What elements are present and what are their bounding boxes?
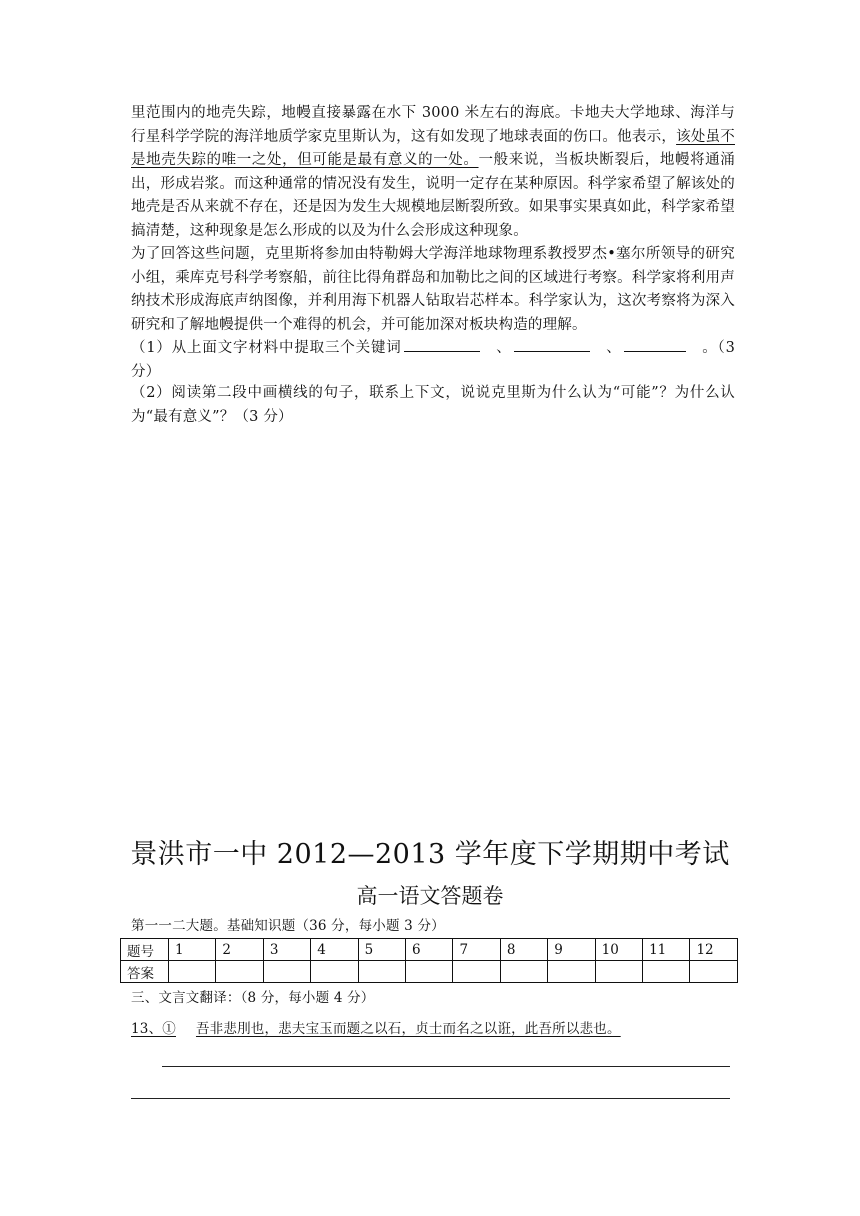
answer-cell[interactable]: [643, 961, 690, 983]
passage-paragraph-1: [131, 102, 735, 243]
question-number-cell: 6: [406, 939, 453, 961]
question-number-cell: 12: [690, 939, 738, 961]
question-number-cell: 10: [595, 939, 642, 961]
question-13-label: 13、①: [131, 1021, 176, 1037]
answer-cell[interactable]: [263, 961, 310, 983]
question-13-item-1: [131, 1018, 735, 1042]
keyword-blank-3[interactable]: [624, 337, 686, 352]
question-13-text: 吾非悲刖也，悲夫宝玉而题之以石，贞士而名之以诳，此吾所以悲也。: [195, 1021, 621, 1037]
answer-sheet-title: 景洪市一中 2012—2013 学年度下学期期中考试: [130, 839, 730, 870]
section-3-heading: 三、文言文翻译：（8 分，每小题 4 分）: [131, 990, 375, 1006]
passage-p1-after: 一般来说，当板块断裂后，地幔将通涌出，形成岩浆。而这种通常的情况没有发生，说明一定存在某种原因。科学家希望了解该处的地壳是否从来就不存在，还是因为发生大规模地层断裂所致。如果事实果真如此，科学家希望搞清楚，这种现象是怎么形成的以及为什么会形成这种现象。: [131, 152, 735, 239]
row-label-question-number: 题号: [121, 939, 169, 961]
question-number-cell: 9: [548, 939, 595, 961]
answer-table-answer-row: [121, 961, 738, 983]
answer-cell[interactable]: [690, 961, 738, 983]
answer-table: [120, 938, 738, 983]
passage-paragraph-2: 为了回答这些问题，克里斯将参加由特勒姆大学海洋地球物理系教授罗杰•塞尔所领导的研究小组，乘库克号科学考察船，前往比得角群岛和加勒比之间的区域进行考察。科学家将利用声纳技术形成海底声纳图像，并利用海下机器人钻取岩芯样本。科学家认为，这次考察将为深入研究和了解地幔提供一个难得的机会，并可能加深对板块构造的理解。: [131, 246, 735, 333]
passage-p1-underlined-sentence: 该处虽不是地壳失踪的唯一之处，但可能是最有意义的一处。: [131, 128, 735, 168]
answer-line-2[interactable]: [131, 1098, 730, 1099]
passage-p1-before: 里范围内的地壳失踪，地幔直接暴露在水下 3000 米左右的海底。卡地夫大学地球、海洋与行星科学学院的海洋地质学家克里斯认为，这有如发现了地球表面的伤口。他表示，: [131, 105, 735, 145]
answer-cell[interactable]: [500, 961, 547, 983]
answer-cell[interactable]: [311, 961, 358, 983]
question-1-separator-1: 、: [495, 340, 512, 356]
section-1-heading: 第一一二大题。基础知识题（36 分，每小题 3 分）: [131, 918, 445, 934]
question-number-cell: 11: [643, 939, 690, 961]
question-1-suffix: 。（3分）: [131, 340, 736, 380]
question-2: （2）阅读第二段中画横线的句子，联系上下文，说说克里斯为什么认为“可能”？为什么认为“最有意义”？（3 分）: [131, 385, 735, 425]
question-number-cell: 1: [169, 939, 216, 961]
row-label-answer: 答案: [121, 961, 169, 983]
question-number-cell: 2: [216, 939, 263, 961]
keyword-blank-2[interactable]: [514, 337, 590, 352]
question-1: [131, 337, 735, 384]
question-number-cell: 4: [311, 939, 358, 961]
answer-cell[interactable]: [548, 961, 595, 983]
question-1-prefix: （1）从上面文字材料中提取三个关键词: [131, 340, 402, 356]
answer-cell[interactable]: [169, 961, 216, 983]
question-number-cell: 7: [453, 939, 500, 961]
answer-sheet-subtitle: 高一语文答题卷: [356, 884, 504, 908]
question-number-cell: 8: [500, 939, 547, 961]
keyword-blank-1[interactable]: [404, 337, 480, 352]
answer-cell[interactable]: [406, 961, 453, 983]
question-number-cell: 5: [358, 939, 405, 961]
answer-cell[interactable]: [453, 961, 500, 983]
answer-cell[interactable]: [358, 961, 405, 983]
answer-table-number-row: [121, 939, 738, 961]
answer-cell[interactable]: [595, 961, 642, 983]
question-number-cell: 3: [263, 939, 310, 961]
answer-cell[interactable]: [216, 961, 263, 983]
answer-line-1[interactable]: [162, 1066, 730, 1067]
question-1-separator-2: 、: [605, 340, 622, 356]
